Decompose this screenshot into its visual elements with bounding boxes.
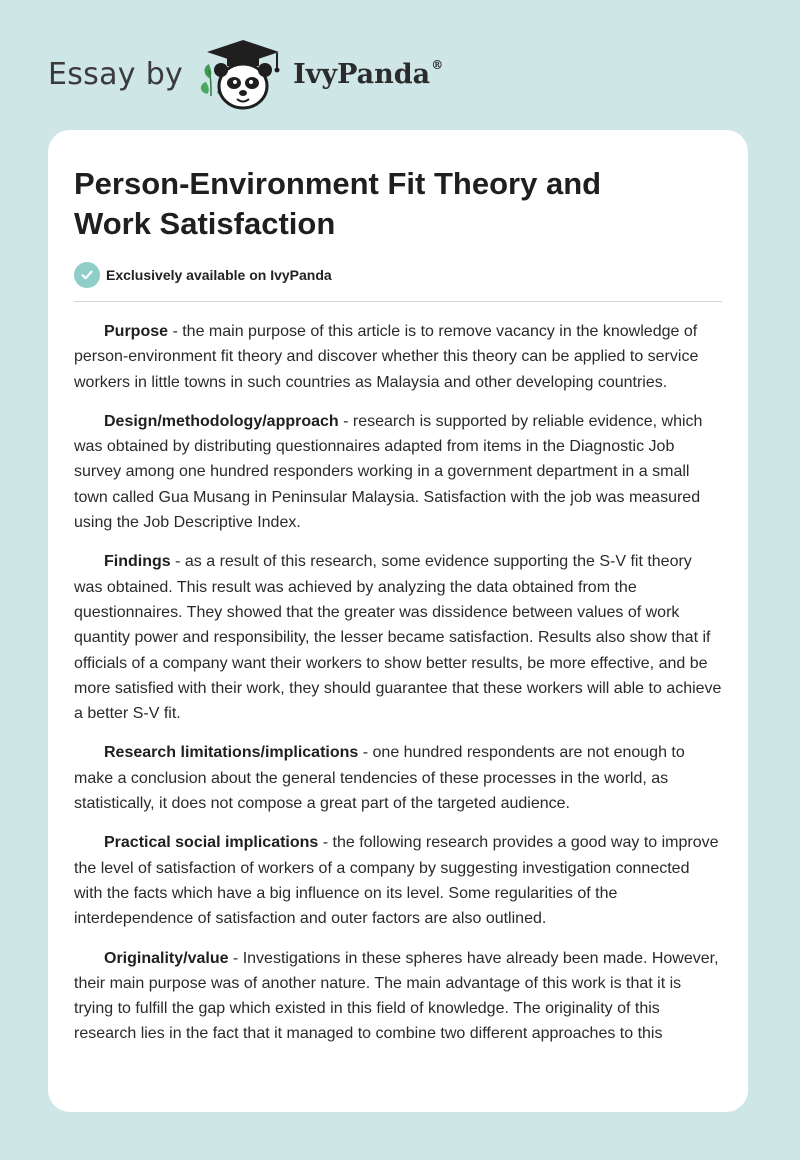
essay-card — [48, 130, 748, 1112]
paragraph-text: - one hundred respondents are not enough to make a conclusion about the general tendencies of these processes in the world, as statistically, it does not compose a great part of the targeted audience. — [74, 744, 685, 813]
paragraph-text: - the main purpose of this article is to remove vacancy in the knowledge of person-environment fit theory and discover whether this theory can be applied to service workers in little towns in such countries as Malaysia and other developing countries. — [74, 323, 699, 391]
paragraph-design — [74, 409, 722, 535]
paragraph-text: - the following research provides a good way to improve the level of satisfaction of workers of a company by suggesting investigation connected with the facts which have a big influence on its level. Some regularities of the interdependence of satisfaction and outer factors are also outlined. — [74, 834, 719, 928]
brand-prefix: Essay by — [48, 56, 184, 92]
divider — [74, 301, 722, 302]
paragraph-text: - as a result of this research, some evidence supporting the S-V fit theory was obtained. This result was achieved by analyzing the data obtained from the questionnaires. They showed that the greater was dissidence between values of work quantity power and responsibility, the lesser became satisfaction. Results also show that if officials of a company want their workers to show better results, be more effective, and be more satisfied with their work, they should guarantee that these workers will able to achieve a better S-V fit. — [74, 553, 722, 723]
paragraph-text: - Investigations in these spheres have already been made. However, their main purpose was of another nature. The main advantage of this work is that it is trying to fulfill the gap which existed in this field of knowledge. The originality of this research lies in the fact that it managed to combine two different approaches to this — [74, 949, 719, 1043]
paragraph-lead: Purpose — [104, 323, 169, 340]
exclusive-label: Exclusively available on IvyPanda — [106, 267, 332, 283]
panda-graduation-cap-icon — [197, 34, 289, 114]
page-title: Person-Environment Fit Theory and Work Satisfaction — [74, 166, 602, 241]
paragraph-lead: Practical social implications — [104, 834, 319, 852]
exclusive-badge — [74, 262, 722, 288]
check-circle-icon — [74, 262, 100, 288]
registered-mark: ® — [431, 58, 444, 72]
paragraph-originality — [74, 946, 722, 1047]
brand-name[interactable]: IvyPanda® — [293, 58, 444, 90]
brand-header — [48, 34, 443, 114]
paragraph-limitations — [74, 740, 722, 816]
paragraph-lead: Design/methodology/approach — [104, 412, 339, 430]
paragraph-lead: Findings — [104, 553, 171, 571]
paragraph-findings — [74, 549, 722, 726]
paragraph-lead: Research limitations/implications — [104, 744, 359, 762]
paragraph-implications — [74, 830, 722, 931]
paragraph-lead: Originality/value — [104, 949, 229, 967]
paragraph-text: - research is supported by reliable evidence, which was obtained by distributing questionnaires adapted from items in the Diagnostic Job survey among one hundred responders working in a government department in a small town called Gua Musang in Peninsular Malaysia. Satisfaction with the job was measured using the Job Descriptive Index. — [74, 412, 703, 532]
paragraph-purpose — [74, 319, 722, 395]
essay-body — [74, 319, 722, 1047]
